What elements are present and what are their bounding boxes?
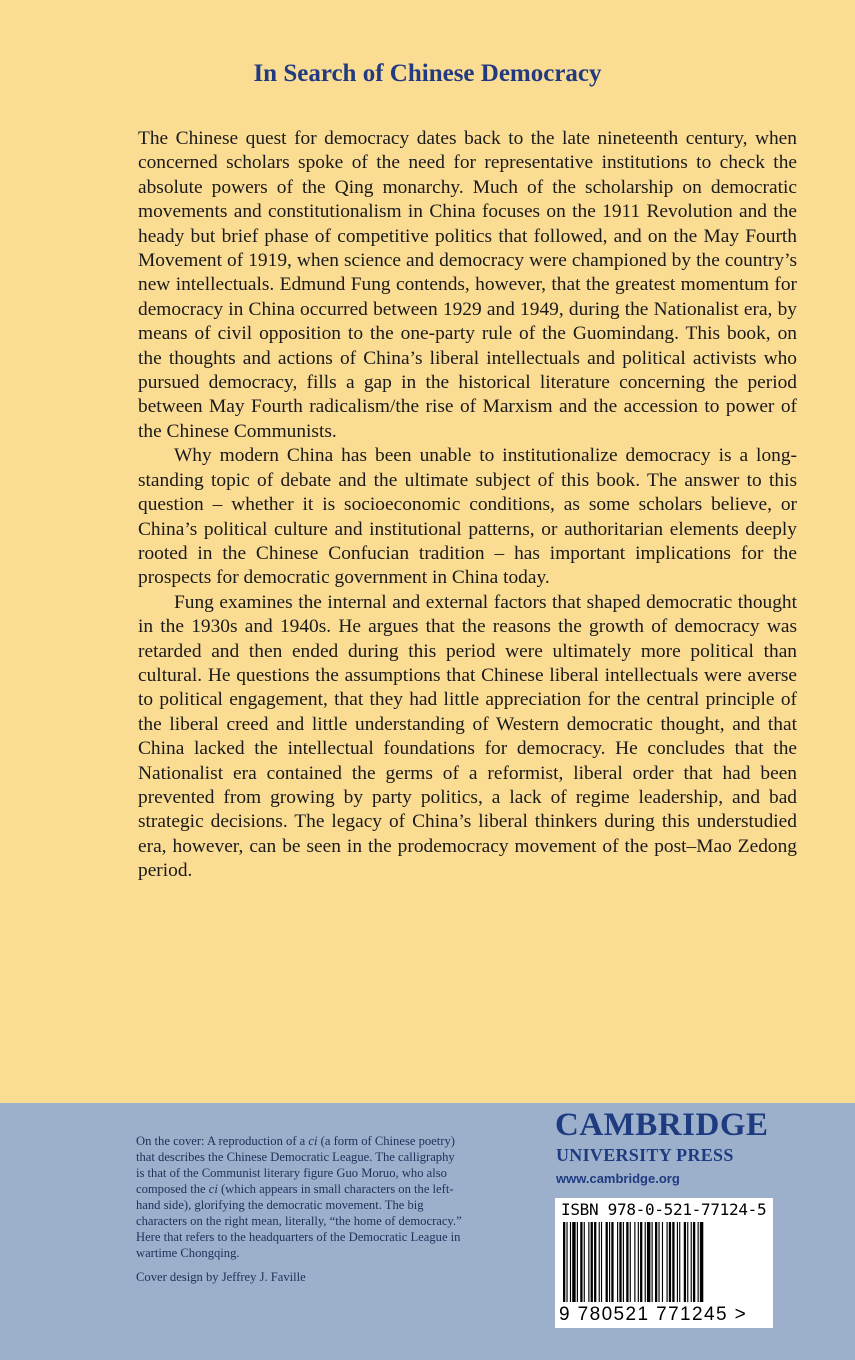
blurb-paragraph-3: Fung examines the internal and external factors that shaped democratic thought in the 1930s and 1940s. He argues that the reasons the growth of democracy was retarded and then ended during this period were ultimately more political than cultural. He questions the assumptions that Chinese liberal intellectuals were averse to political engagement, that they had little appreciation for the central principle of the liberal creed and little understanding of Western democratic thought, and that China lacked the intellectual foundations for democracy. He concludes that the Nationalist era contained the germs of a reformist, liberal order that had been prevented from growing by party politics, a lack of regime leadership, and bad strategic decisions. The legacy of China’s liberal thinkers during this understudied era, however, can be seen in the prodemocracy movement of the post–Mao Zedong period. [138,591,797,882]
isbn-barcode-box [555,1198,773,1328]
isbn-label: ISBN 978-0-521-77124-5 [561,1200,767,1219]
blurb-paragraph-2: Why modern China has been unable to institutionalize democracy is a long-standing topic of debate and the ultimate subject of this book. The answer to this question – whether it is socioeconomic conditions, as some scholars believe, or China’s political culture and institutional patterns, or authoritarian elements deeply rooted in the Chinese Confucian tradition – has important implications for the prospects for democratic government in China today. [138,445,797,589]
cover-note [136,1133,464,1285]
publisher-logo-press: UNIVERSITY PRESS [556,1145,734,1165]
barcode-icon [561,1222,767,1304]
blurb-paragraph-1: The Chinese quest for democracy dates back to the late nineteenth century, when concerned scholars spoke of the need for representative institutions to check the absolute powers of the Qing monarchy. Much of the scholarship on democratic movements and constitutionalism in China focuses on the 1911 Revolution and the heady but brief phase of competitive politics that followed, and on the May Fourth Movement of 1919, when science and democracy were championed by the country’s new intellectuals. Edmund Fung contends, however, that the greatest momentum for democracy in China occurred between 1929 and 1949, during the Nationalist era, by means of civil opposition to the one-party rule of the Guomindang. This book, on the thoughts and actions of China’s liberal intellectuals and political activists who pursued democracy, fills a gap in the historical literature concerning the period between May Fourth radicalism/the rise of Marxism and the accession to power of the Chinese Communists. [138,128,797,442]
ean-digits: 9 780521 771245 > [559,1304,748,1325]
publisher-url: www.cambridge.org [556,1171,680,1186]
cover-description: On the cover: A reproduction of a ci (a form of Chinese poetry) that describes the Chinese Democratic League. The calligraphy is that of the Communist literary figure Guo Moruo, who also composed the ci (which appears in small characters on the left-hand side), glorifying the democratic movement. The big characters on the right mean, literally, “the home of democracy.” Here that refers to the headquarters of the Democratic League in wartime Chongqing. [136,1134,462,1260]
publisher-logo-name: CAMBRIDGE [555,1107,769,1143]
back-cover-footer [0,1103,855,1360]
book-title: In Search of Chinese Democracy [253,60,602,87]
cover-design-credit: Cover design by Jeffrey J. Faville [136,1270,306,1284]
blurb [138,127,797,884]
